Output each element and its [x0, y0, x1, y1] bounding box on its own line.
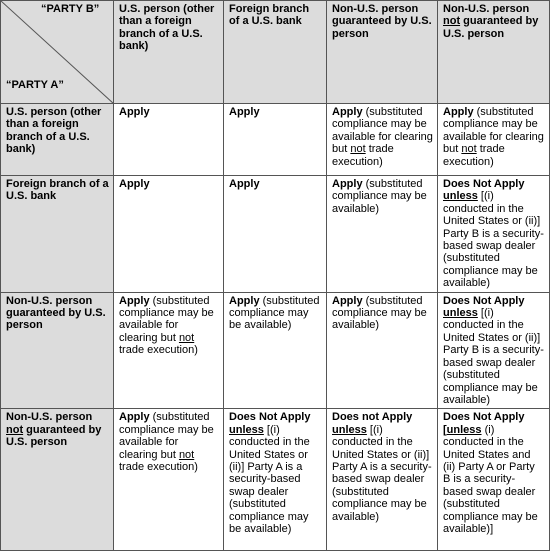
table-cell: Apply (substituted compliance may be available for clearing but not trade execution)	[114, 409, 224, 551]
header-row	[1, 1, 550, 104]
table-cell: Does Not Apply unless [(i) conducted in the United States or (ii)] Party B is a security-based swap dealer (substituted compliance may be available)	[438, 292, 550, 409]
table-cell: Apply	[224, 104, 327, 176]
table-cell: Does Not Apply unless [(i) conducted in the United States or (ii)] Party A is a security-based swap dealer (substituted compliance may be available)	[224, 409, 327, 551]
column-header-us-person: U.S. person (other than a foreign branch of a U.S. bank)	[114, 1, 224, 104]
row-header-foreign-branch: Foreign branch of a U.S. bank	[1, 176, 114, 293]
table-cell: Apply (substituted compliance may be available)	[327, 292, 438, 409]
table-cell: Apply (substituted compliance may be available)	[327, 176, 438, 293]
table-row	[1, 409, 550, 551]
table-row	[1, 104, 550, 176]
column-header-non-us-guaranteed: Non-U.S. person guaranteed by U.S. person	[327, 1, 438, 104]
party-a-label: “PARTY A”	[6, 79, 64, 91]
table-row	[1, 176, 550, 293]
corner-cell	[1, 1, 114, 104]
table-cell: Does Not Apply unless [(i) conducted in the United States or (ii)] Party B is a security-based swap dealer (substituted compliance may be available)	[438, 176, 550, 293]
table-cell: Does not Apply unless [(i) conducted in the United States or (ii)] Party A is a security-based swap dealer (substituted compliance may be available)	[327, 409, 438, 551]
table-cell: Apply (substituted compliance may be available for clearing but not trade execution)	[114, 292, 224, 409]
table-cell: Apply (substituted compliance may be available)	[224, 292, 327, 409]
table-cell: Apply	[114, 176, 224, 293]
column-header-foreign-branch: Foreign branch of a U.S. bank	[224, 1, 327, 104]
table-cell: Apply	[114, 104, 224, 176]
table-cell: Apply (substituted compliance may be available for clearing but not trade execution)	[327, 104, 438, 176]
column-header-non-us-not-guaranteed: Non-U.S. person not guaranteed by U.S. person	[438, 1, 550, 104]
party-b-label: “PARTY B”	[41, 3, 100, 15]
table-cell: Does Not Apply [unless (i) conducted in the United States and (ii) Party A or Party B is a security-based swap dealer (substituted compliance may be available)]	[438, 409, 550, 551]
row-header-us-person: U.S. person (other than a foreign branch of a U.S. bank)	[1, 104, 114, 176]
table-row	[1, 292, 550, 409]
row-header-non-us-guaranteed: Non-U.S. person guaranteed by U.S. person	[1, 292, 114, 409]
row-header-non-us-not-guaranteed: Non-U.S. person not guaranteed by U.S. person	[1, 409, 114, 551]
table-cell: Apply	[224, 176, 327, 293]
table-cell: Apply (substituted compliance may be available for clearing but not trade execution)	[438, 104, 550, 176]
